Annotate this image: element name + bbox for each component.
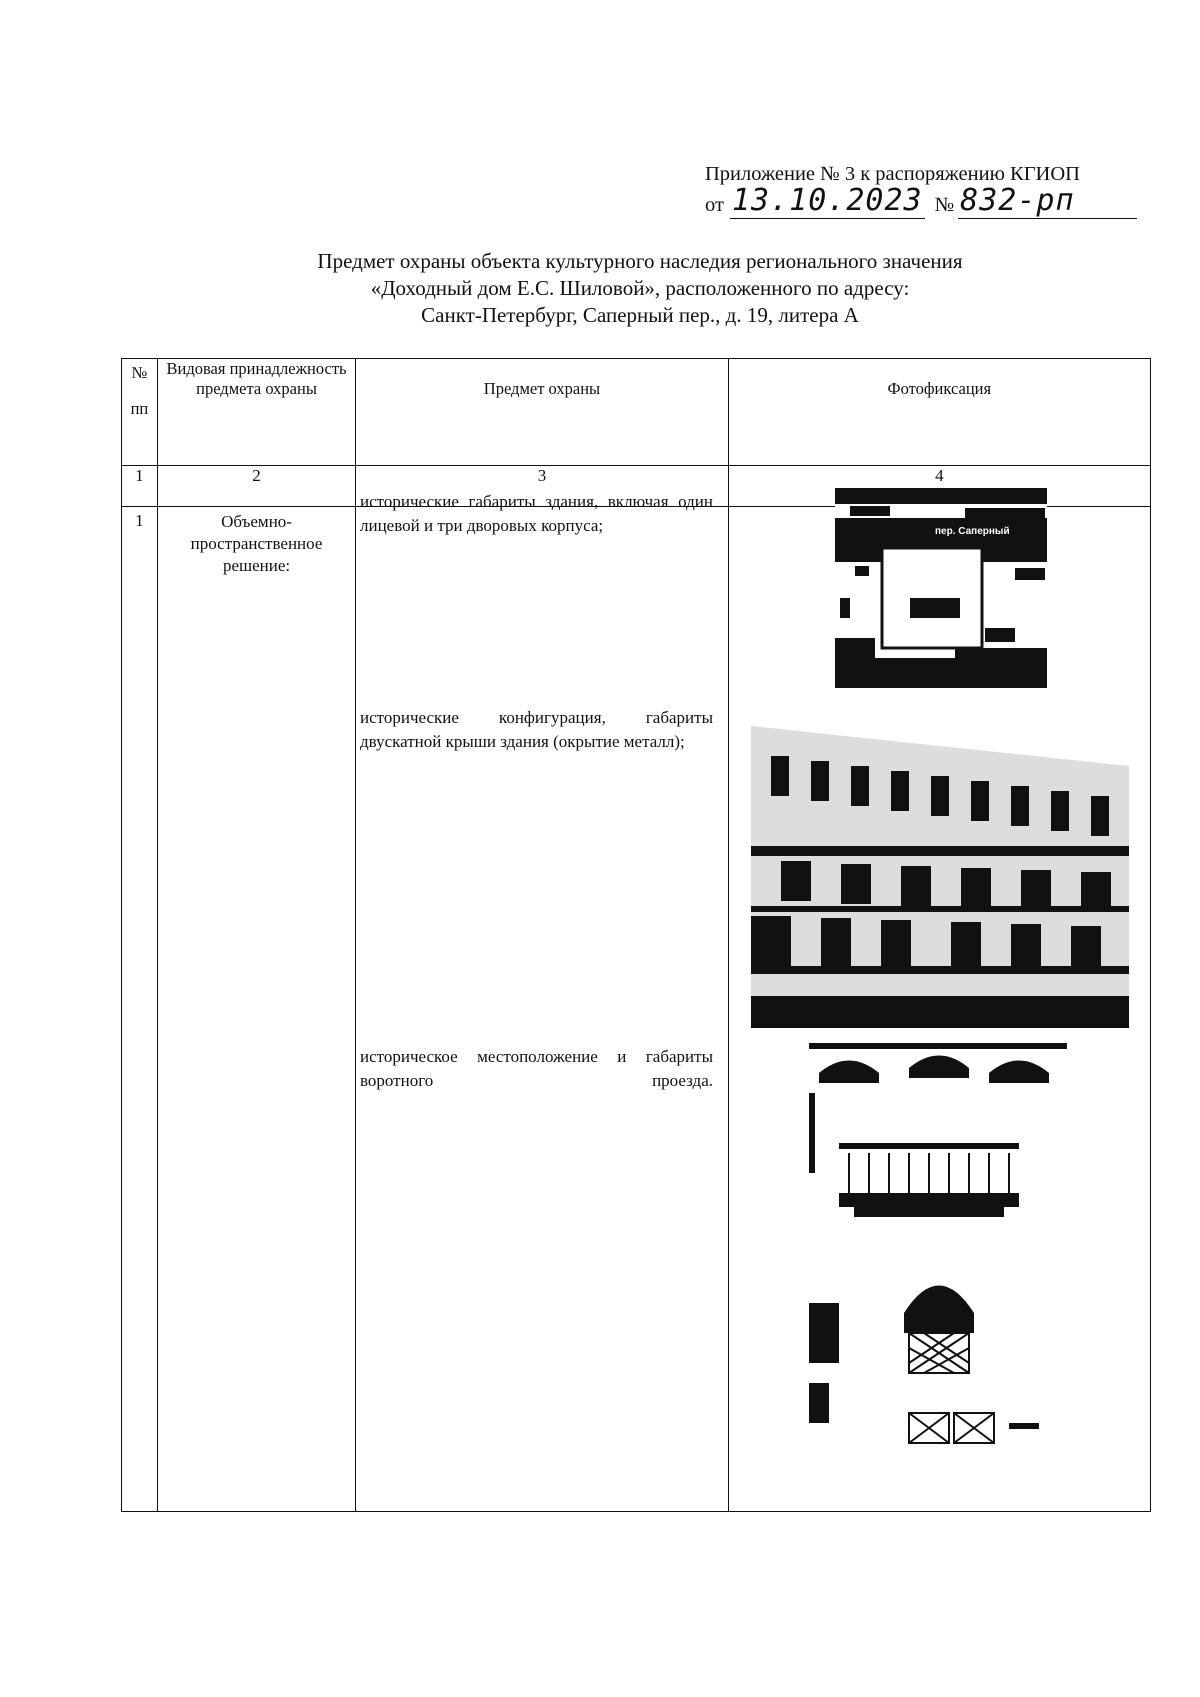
- title-line-3: Санкт-Петербург, Саперный пер., д. 19, литера А: [421, 303, 859, 327]
- date-number-line: [705, 183, 1165, 219]
- number-underline: [958, 183, 1137, 219]
- title-line-1: Предмет охраны объекта культурного наследия регионального значения: [317, 249, 963, 273]
- header-num-pp: пп: [130, 399, 149, 418]
- row-kind: Объемно-пространственное решение:: [157, 507, 355, 1512]
- appendix-header: [705, 160, 1165, 219]
- title-line-2: «Доходный дом Е.С. Шиловой», расположенного по адресу:: [370, 276, 910, 300]
- row-subject-cell: [356, 507, 728, 1512]
- date-underline: [730, 183, 925, 219]
- subject-item-2: исторические конфигурация, габариты двускатной крыши здания (окрытие металл);: [360, 708, 713, 751]
- header-subject: Предмет охраны: [356, 359, 728, 466]
- col-number-1: 1: [122, 466, 158, 507]
- handwritten-number: 832-рп: [960, 183, 1075, 218]
- appendix-line: Приложение № 3 к распоряжению КГИОП: [705, 163, 1080, 185]
- header-num-symbol: №: [131, 363, 148, 382]
- number-prefix: №: [934, 194, 955, 216]
- row-number: 1: [122, 507, 158, 1512]
- col-number-4: 4: [728, 466, 1150, 507]
- subject-item-3: историческое местоположение и габариты воротного проезда.: [360, 1047, 713, 1090]
- header-photo: Фотофиксация: [728, 359, 1150, 466]
- subject-item-1: исторические габариты здания, включая один лицевой и три дворовых корпуса;: [360, 492, 713, 535]
- header-num: [122, 359, 158, 466]
- map-street-label: пер. Саперный: [935, 526, 1010, 537]
- col-number-2: 2: [157, 466, 355, 507]
- handwritten-date: 13.10.2023: [731, 183, 923, 218]
- col-number-3: 3: [356, 466, 728, 507]
- header-kind: Видовая принадлежность предмета охраны: [157, 359, 355, 466]
- table-header-row: [122, 359, 1151, 466]
- document-title: [200, 248, 1080, 329]
- gate-photo: [809, 1043, 1067, 1455]
- map-photo: [835, 488, 1047, 688]
- date-prefix: от: [705, 194, 724, 216]
- facade-photo: [751, 706, 1129, 1028]
